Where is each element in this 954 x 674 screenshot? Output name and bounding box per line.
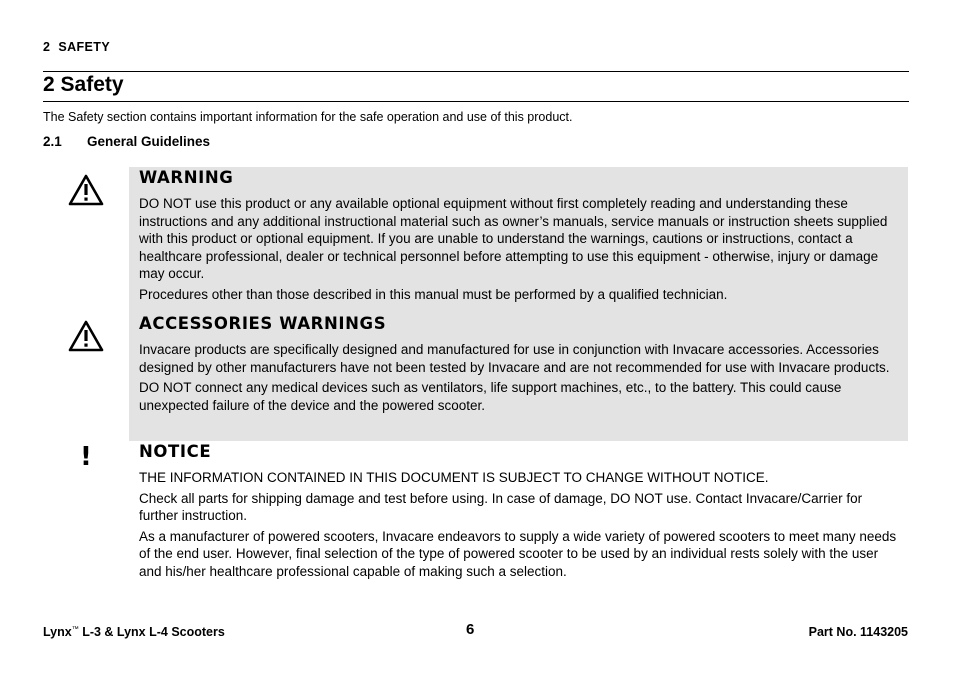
accessories-warning-block — [139, 313, 899, 417]
page-title: 2 Safety — [43, 73, 124, 96]
accessories-warning-heading: ACCESSORIES WARNINGS — [139, 314, 387, 333]
subsection-heading — [43, 134, 210, 149]
subsection-number: 2.1 — [43, 134, 62, 149]
footer-product-a: Lynx — [43, 625, 72, 639]
accessories-paragraph: DO NOT connect any medical devices such as ventilators, life support machines, etc., to the battery. This could cause unexpected failure of the device and the powered scooter. — [139, 380, 842, 413]
warning-triangle-icon — [68, 174, 104, 206]
page-number: 6 — [466, 621, 475, 638]
warning-paragraph: DO NOT use this product or any available optional equipment without first completely reading and understanding these instructions and any additional instructional material such as owner’s manuals, service manuals or instruction sheets supplied with this product or optional equipment. If you are unable to understand the warnings, cautions or instructions, contact a healthcare professional, dealer or technical personnel before attempting to use this equipment - otherwise, injury or damage may occur. — [139, 196, 888, 282]
footer-product-b: L-3 & Lynx L-4 Scooters — [78, 625, 225, 639]
title-rule-top — [43, 71, 909, 72]
footer-product-name — [43, 625, 225, 639]
notice-block — [139, 441, 899, 584]
subsection-label: General Guidelines — [87, 134, 211, 149]
notice-paragraph: Check all parts for shipping damage and test before using. In case of damage, DO NOT use. Contact Invacare/Carrier for further instruction. — [139, 490, 863, 524]
warning-block — [139, 167, 899, 307]
trademark-symbol: ™ — [71, 625, 79, 633]
notice-paragraph: As a manufacturer of powered scooters, Invacare endeavors to supply a wide variety of powered scooters to meet many needs of the end user. However, final selection of the type of powered scooter to be used by an individual rests solely with the user and his/her healthcare professional capable of making such a selection. — [139, 528, 897, 579]
accessories-paragraph: Invacare products are specifically designed and manufactured for use in conjunction with Invacare accessories. Accessories designed by other manufacturers have not been tested by Invacare and are not recommended for use with Invacare products. — [139, 342, 890, 375]
notice-exclamation-icon: ! — [80, 442, 92, 472]
part-number: Part No. 1143205 — [808, 625, 908, 639]
title-rule-bottom — [43, 101, 909, 102]
warning-paragraph: Procedures other than those described in this manual must be performed by a qualified technician. — [139, 286, 728, 302]
running-header — [43, 40, 110, 54]
warning-heading: WARNING — [139, 168, 234, 187]
notice-heading: NOTICE — [139, 442, 212, 461]
warning-triangle-icon — [68, 320, 104, 352]
running-header-label: SAFETY — [58, 40, 111, 54]
intro-text: The Safety section contains important information for the safe operation and use of this product. — [43, 110, 573, 124]
running-header-number: 2 — [43, 40, 51, 54]
notice-paragraph: THE INFORMATION CONTAINED IN THIS DOCUMENT IS SUBJECT TO CHANGE WITHOUT NOTICE. — [139, 470, 769, 485]
